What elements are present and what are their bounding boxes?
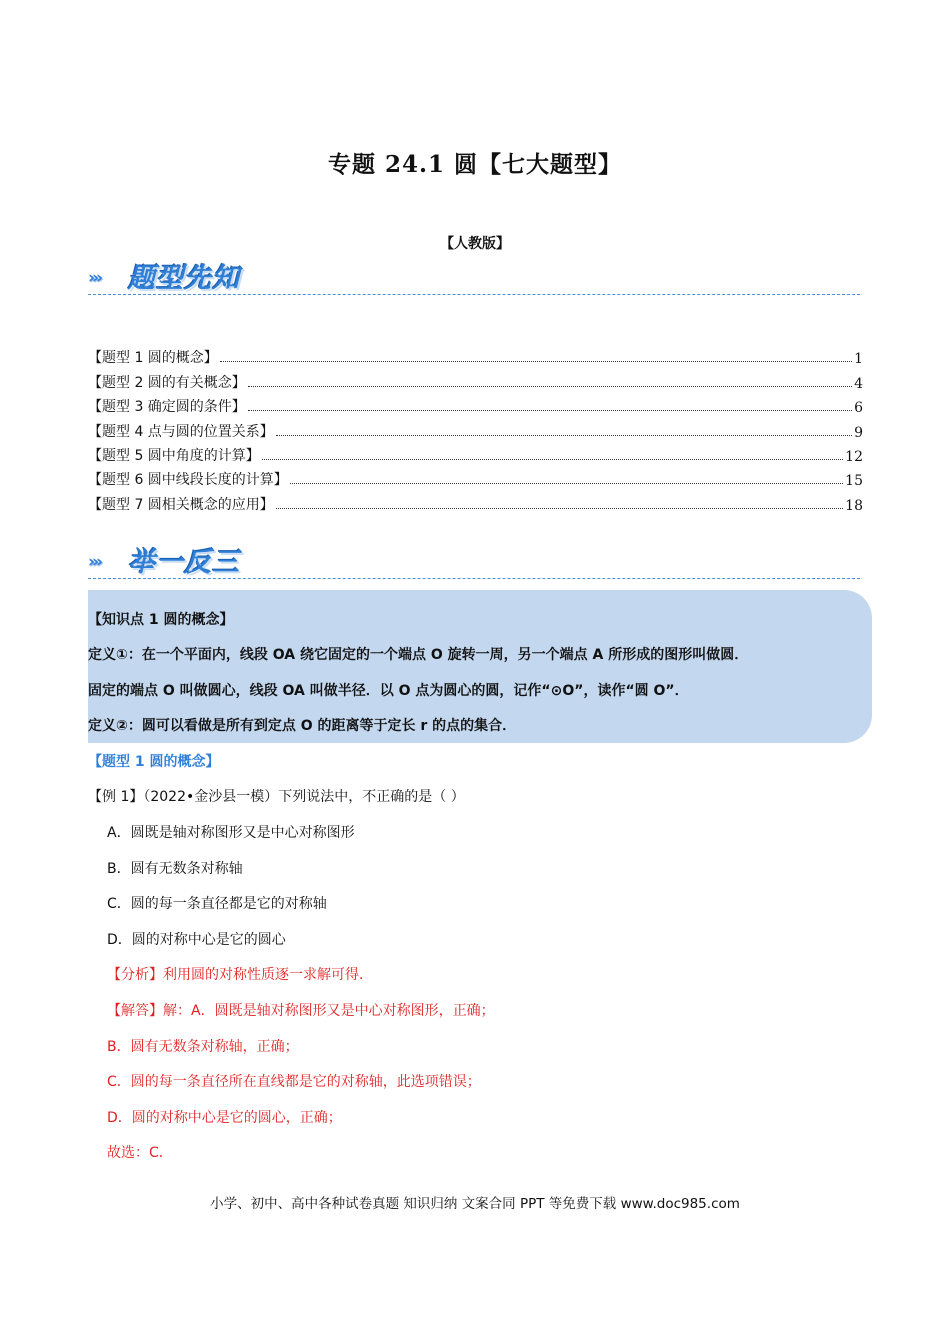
question-type-heading: 【题型 1 圆的概念】 bbox=[88, 754, 220, 770]
toc-item[interactable]: 【题型 7 圆相关概念的应用】 18 bbox=[88, 496, 863, 514]
solution-line: B．圆有无数条对称轴，正确； bbox=[107, 1039, 299, 1055]
section-banner-overview bbox=[88, 256, 860, 296]
solution-line: 【解答】解：A．圆既是轴对称图形又是中心对称图形，正确； bbox=[107, 1003, 495, 1019]
page-footer: 小学、初中、高中各种试卷真题 知识归纳 文案合同 PPT 等免费下载 www.doc985.com bbox=[210, 1196, 740, 1212]
solution-answer: 故选：C． bbox=[107, 1145, 173, 1161]
arrow-icon: ››› bbox=[88, 552, 101, 572]
toc-item[interactable]: 【题型 4 点与圆的位置关系】 9 bbox=[88, 423, 863, 441]
banner-label: 举一反三 bbox=[128, 547, 240, 578]
option-c: C．圆的每一条直径都是它的对称轴 bbox=[107, 896, 327, 912]
option-a: A．圆既是轴对称图形又是中心对称图形 bbox=[107, 825, 355, 841]
toc-item[interactable]: 【题型 3 确定圆的条件】 6 bbox=[88, 399, 863, 417]
knowledge-box bbox=[88, 590, 872, 743]
option-d: D．圆的对称中心是它的圆心 bbox=[107, 932, 286, 948]
arrow-icon: ››› bbox=[88, 268, 101, 288]
solution-line: D．圆的对称中心是它的圆心，正确； bbox=[107, 1110, 342, 1126]
dashed-divider bbox=[88, 578, 860, 579]
toc-item[interactable]: 【题型 1 圆的概念】 1 bbox=[88, 350, 863, 368]
dashed-divider bbox=[88, 294, 860, 295]
knowledge-line: 固定的端点 O 叫做圆心，线段 OA 叫做半径．以 O 点为圆心的圆，记作“⊙O”，读作“圆 O”． bbox=[88, 683, 689, 699]
knowledge-line: 定义①：在一个平面内，线段 OA 绕它固定的一个端点 O 旋转一周，另一个端点 A 所形成的图形叫做圆． bbox=[88, 647, 749, 663]
option-b: B．圆有无数条对称轴 bbox=[107, 861, 243, 877]
analysis-text: 【分析】利用圆的对称性质逐一求解可得． bbox=[107, 967, 373, 983]
table-of-contents bbox=[88, 343, 863, 514]
document-title: 专题 24.1 圆【七大题型】 bbox=[327, 151, 623, 178]
knowledge-heading: 【知识点 1 圆的概念】 bbox=[88, 612, 234, 628]
knowledge-line: 定义②：圆可以看做是所有到定点 O 的距离等于定长 r 的点的集合． bbox=[88, 718, 517, 734]
toc-item[interactable]: 【题型 2 圆的有关概念】 4 bbox=[88, 374, 863, 392]
solution-line: C．圆的每一条直径所在直线都是它的对称轴，此选项错误； bbox=[107, 1074, 481, 1090]
toc-item[interactable]: 【题型 6 圆中线段长度的计算】 15 bbox=[88, 472, 863, 490]
example-stem: 【例 1】（2022•金沙县一模）下列说法中，不正确的是（ ） bbox=[88, 789, 465, 805]
edition-label: 【人教版】 bbox=[440, 236, 510, 252]
section-banner-examples bbox=[88, 540, 860, 580]
banner-label: 题型先知 bbox=[128, 263, 240, 294]
toc-item[interactable]: 【题型 5 圆中角度的计算】 12 bbox=[88, 447, 863, 465]
